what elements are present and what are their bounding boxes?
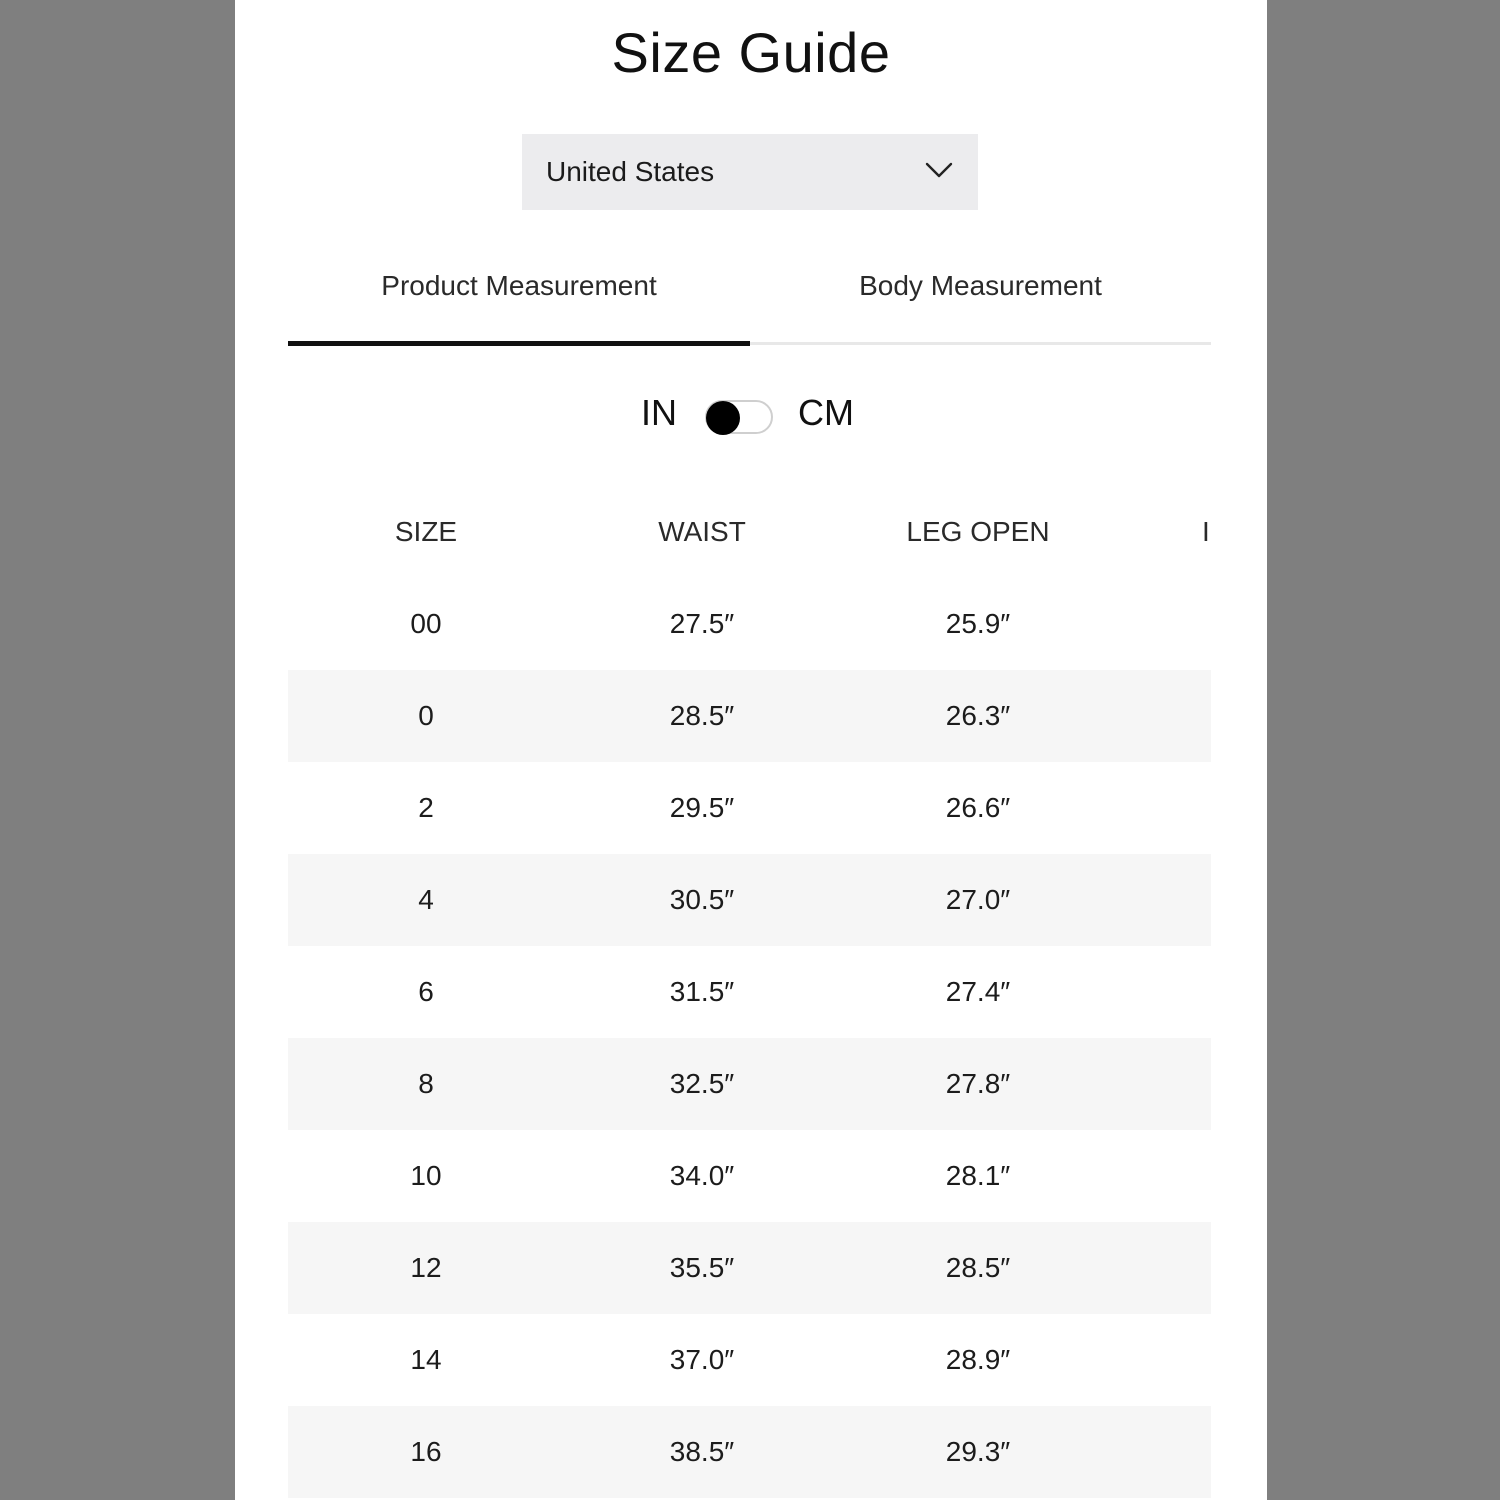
header-leg-open: LEG OPEN: [906, 516, 1050, 547]
chevron-down-icon: [924, 160, 954, 180]
header-size: SIZE: [394, 516, 458, 547]
table-row: [288, 762, 1211, 854]
cell-size: 14: [410, 1344, 442, 1375]
cell-waist: 34.0″: [669, 1160, 735, 1191]
cell-leg-open: 28.5″: [945, 1252, 1011, 1283]
cell-waist: 38.5″: [669, 1436, 735, 1467]
cell-waist: 27.5″: [669, 608, 735, 639]
cell-leg-open: 28.1″: [945, 1160, 1011, 1191]
cell-leg-open: 28.9″: [945, 1344, 1011, 1375]
cell-waist: 37.0″: [669, 1344, 735, 1375]
cell-waist: 35.5″: [669, 1252, 735, 1283]
cell-leg-open: 27.4″: [945, 976, 1011, 1007]
cell-leg-open: 26.6″: [945, 792, 1011, 823]
unit-switch[interactable]: [705, 400, 773, 434]
cell-waist: 31.5″: [669, 976, 735, 1007]
tab-body-measurement-label: Body Measurement: [859, 270, 1102, 301]
table-row: [288, 946, 1211, 1038]
unit-label-cm[interactable]: CM: [798, 392, 854, 433]
cell-size: 2: [418, 792, 434, 823]
cell-size: 4: [418, 884, 434, 915]
cell-leg-open: 29.3″: [945, 1436, 1011, 1467]
unit-toggle: [235, 392, 1267, 442]
country-select[interactable]: [522, 134, 978, 210]
table-header-row: [288, 486, 1211, 578]
table-row: [288, 1130, 1211, 1222]
tab-product-measurement-label: Product Measurement: [381, 270, 657, 301]
table-row: [288, 1038, 1211, 1130]
cell-leg-open: 26.3″: [945, 700, 1011, 731]
cell-size: 16: [410, 1436, 442, 1467]
table-row: [288, 1406, 1211, 1498]
cell-size: 10: [410, 1160, 442, 1191]
size-guide-panel: [235, 0, 1267, 1500]
cell-size: 0: [418, 700, 434, 731]
cell-waist: 29.5″: [669, 792, 735, 823]
cell-size: 12: [410, 1252, 442, 1283]
table-row: [288, 1314, 1211, 1406]
header-waist: WAIST: [658, 516, 746, 547]
tab-underline-inactive: [750, 342, 1211, 345]
table-row: [288, 854, 1211, 946]
cell-size: 00: [410, 608, 442, 639]
table-row: [288, 1222, 1211, 1314]
measurement-tabs: [288, 270, 1211, 348]
cell-waist: 32.5″: [669, 1068, 735, 1099]
cell-leg-open: 25.9″: [945, 608, 1011, 639]
header-truncated: I: [1202, 516, 1210, 547]
tab-body-measurement[interactable]: [750, 270, 1211, 348]
tab-product-measurement[interactable]: [288, 270, 750, 348]
cell-size: 6: [418, 976, 434, 1007]
unit-switch-knob: [706, 401, 740, 435]
size-table: [288, 486, 1211, 1498]
cell-leg-open: 27.8″: [945, 1068, 1011, 1099]
table-row: [288, 670, 1211, 762]
cell-waist: 30.5″: [669, 884, 735, 915]
unit-label-in[interactable]: IN: [641, 392, 677, 433]
cell-size: 8: [418, 1068, 434, 1099]
page-title: Size Guide: [611, 21, 891, 84]
cell-leg-open: 27.0″: [945, 884, 1011, 915]
country-select-value: United States: [546, 156, 715, 187]
tab-underline-active: [288, 341, 750, 346]
table-row: [288, 578, 1211, 670]
cell-waist: 28.5″: [669, 700, 735, 731]
